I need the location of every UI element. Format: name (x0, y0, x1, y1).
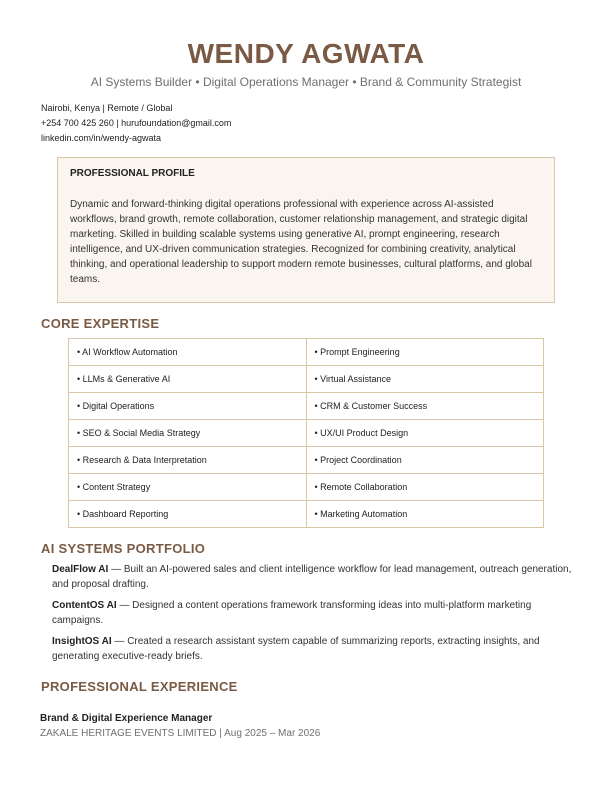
skill-cell: • Marketing Automation (306, 501, 544, 528)
table-row (69, 393, 544, 420)
contact-linkedin: linkedin.com/in/wendy-agwata (41, 133, 162, 143)
skill-cell: • Dashboard Reporting (69, 501, 307, 528)
portfolio-title: AI SYSTEMS PORTFOLIO (41, 541, 206, 556)
table-row (69, 339, 544, 366)
skill-cell: • AI Workflow Automation (69, 339, 307, 366)
skill-cell: • Research & Data Interpretation (69, 447, 307, 474)
skill-cell: • UX/UI Product Design (306, 420, 544, 447)
contact-block (41, 101, 231, 146)
expertise-grid (68, 338, 544, 528)
skill-cell: • Remote Collaboration (306, 474, 544, 501)
resume-tagline: AI Systems Builder • Digital Operations Manager • Brand & Community Strategist (90, 75, 522, 89)
contact-phone-email: +254 700 425 260 | hurufoundation@gmail.com (41, 118, 232, 128)
portfolio-item (52, 634, 572, 664)
skill-cell: • CRM & Customer Success (306, 393, 544, 420)
table-row (69, 474, 544, 501)
profile-box (57, 157, 555, 303)
resume-name: WENDY AGWATA (187, 38, 425, 69)
skill-cell: • Virtual Assistance (306, 366, 544, 393)
skill-cell: • Project Coordination (306, 447, 544, 474)
expertise-title: CORE EXPERTISE (41, 316, 160, 331)
profile-text: Dynamic and forward-thinking digital operations professional with experience across AI-assisted workflows, brand growth, remote collaboration, customer relationship management, and strategic digital marketing. Skilled in building scalable systems using generative AI, prompt engineering, research intelligence, and UX-driven communication strategies. Recognized for combining creativity, analytical thinking, and operational leadership to support modern remote businesses, cultural platforms, and global teams. (70, 199, 532, 285)
table-row (69, 366, 544, 393)
skill-cell: • Prompt Engineering (306, 339, 544, 366)
job-meta: ZAKALE HERITAGE EVENTS LIMITED | Aug 2025 – Mar 2026 (40, 728, 321, 739)
table-row (69, 420, 544, 447)
portfolio-item (52, 598, 572, 628)
skill-cell: • Content Strategy (69, 474, 307, 501)
table-row (69, 447, 544, 474)
contact-location: Nairobi, Kenya | Remote / Global (41, 103, 173, 113)
portfolio-item-name: InsightOS AI (52, 636, 112, 647)
skill-cell: • LLMs & Generative AI (69, 366, 307, 393)
portfolio-item-name: ContentOS AI (52, 600, 117, 611)
skill-cell: • SEO & Social Media Strategy (69, 420, 307, 447)
job-title: Brand & Digital Experience Manager (40, 713, 213, 724)
table-row (69, 501, 544, 528)
skill-cell: • Digital Operations (69, 393, 307, 420)
portfolio-item-desc: — Designed a content operations framework transforming ideas into multi-platform marketing campaigns. (52, 600, 532, 626)
experience-title: PROFESSIONAL EXPERIENCE (41, 679, 238, 694)
portfolio-item-desc: — Built an AI-powered sales and client intelligence workflow for lead management, outreach generation, and proposal drafting. (52, 564, 572, 590)
portfolio-item-desc: — Created a research assistant system capable of summarizing reports, extracting insights, and generating executive-ready briefs. (52, 636, 540, 662)
portfolio-item (52, 562, 572, 592)
profile-title: PROFESSIONAL PROFILE (70, 168, 195, 179)
portfolio-item-name: DealFlow AI (52, 564, 109, 575)
